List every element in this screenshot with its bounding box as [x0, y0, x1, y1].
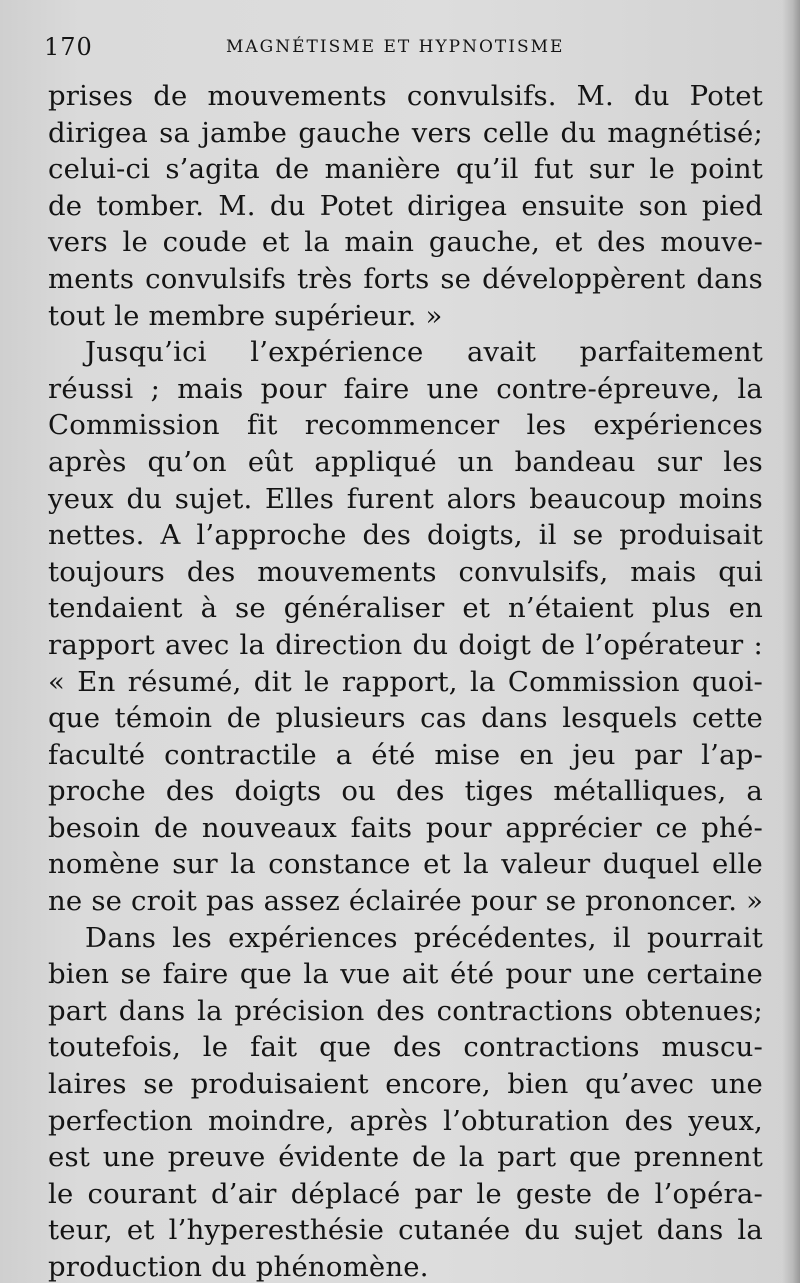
text-line: production du phénomène. [48, 1251, 429, 1283]
text-line: part dans la précision des contractions obtenues; [48, 994, 763, 1027]
text-line: laires se produisaient encore, bien qu’avec une [48, 1068, 763, 1101]
running-title: MAGNÉTISME ET HYPNOTISME [226, 37, 565, 57]
text-line: yeux du sujet. Elles furent alors beaucoup moins [48, 482, 763, 515]
text-line: que témoin de plusieurs cas dans lesquels cette [48, 702, 763, 735]
text-line: de tomber. M. du Potet dirigea ensuite son pied [48, 189, 763, 222]
running-head [44, 33, 764, 67]
text-line: Commission fit recommencer les expériences [48, 409, 763, 442]
page-number: 170 [44, 33, 93, 61]
text-line: vers le coude et la main gauche, et des mouve- [48, 226, 763, 259]
text-line: « En résumé, dit le rapport, la Commission quoi- [48, 665, 763, 698]
text-line: nettes. A l’approche des doigts, il se produisait [48, 519, 763, 552]
text-line: teur, et l’hyperesthésie cutanée du sujet dans la [48, 1214, 763, 1247]
body-text [48, 78, 763, 1283]
text-line: faculté contractile a été mise en jeu par l’ap- [48, 738, 763, 771]
text-line: toujours des mouvements convulsifs, mais qui [48, 555, 763, 588]
text-line: après qu’on eût appliqué un bandeau sur les [48, 445, 763, 478]
text-line: dirigea sa jambe gauche vers celle du magnétisé; [48, 116, 763, 149]
text-line: ments convulsifs très forts se développèrent dans [48, 262, 763, 295]
text-line: tendaient à se généraliser et n’étaient plus en [48, 592, 763, 625]
text-line: ne se croit pas assez éclairée pour se prononcer. » [48, 885, 764, 918]
paragraph-start-line: Jusqu’ici l’expérience avait parfaitement [85, 336, 763, 369]
text-line: rapport avec la direction du doigt de l’opérateur : [48, 628, 763, 661]
text-line: besoin de nouveaux faits pour apprécier ce phé- [48, 811, 763, 844]
text-line: perfection moindre, après l’obturation des yeux, [48, 1104, 763, 1137]
text-line: bien se faire que la vue ait été pour une certaine [48, 958, 763, 991]
text-line: prises de mouvements convulsifs. M. du Potet [48, 80, 763, 112]
text-line: réussi ; mais pour faire une contre-épreuve, la [48, 372, 763, 405]
text-line: toutefois, le fait que des contractions muscu- [48, 1031, 763, 1064]
text-line: nomène sur la constance et la valeur duquel elle [48, 848, 763, 881]
text-line: proche des doigts ou des tiges métalliques, a [48, 775, 763, 808]
page-edge-shadow [782, 0, 800, 1283]
text-line: celui-ci s’agita de manière qu’il fut sur le point [48, 153, 763, 186]
paragraph-start-line: Dans les expériences précédentes, il pourrait [85, 921, 763, 954]
text-line: tout le membre supérieur. » [48, 299, 443, 332]
text-line: le courant d’air déplacé par le geste de l’opéra- [48, 1177, 763, 1210]
text-line: est une preuve évidente de la part que prennent [48, 1141, 763, 1174]
